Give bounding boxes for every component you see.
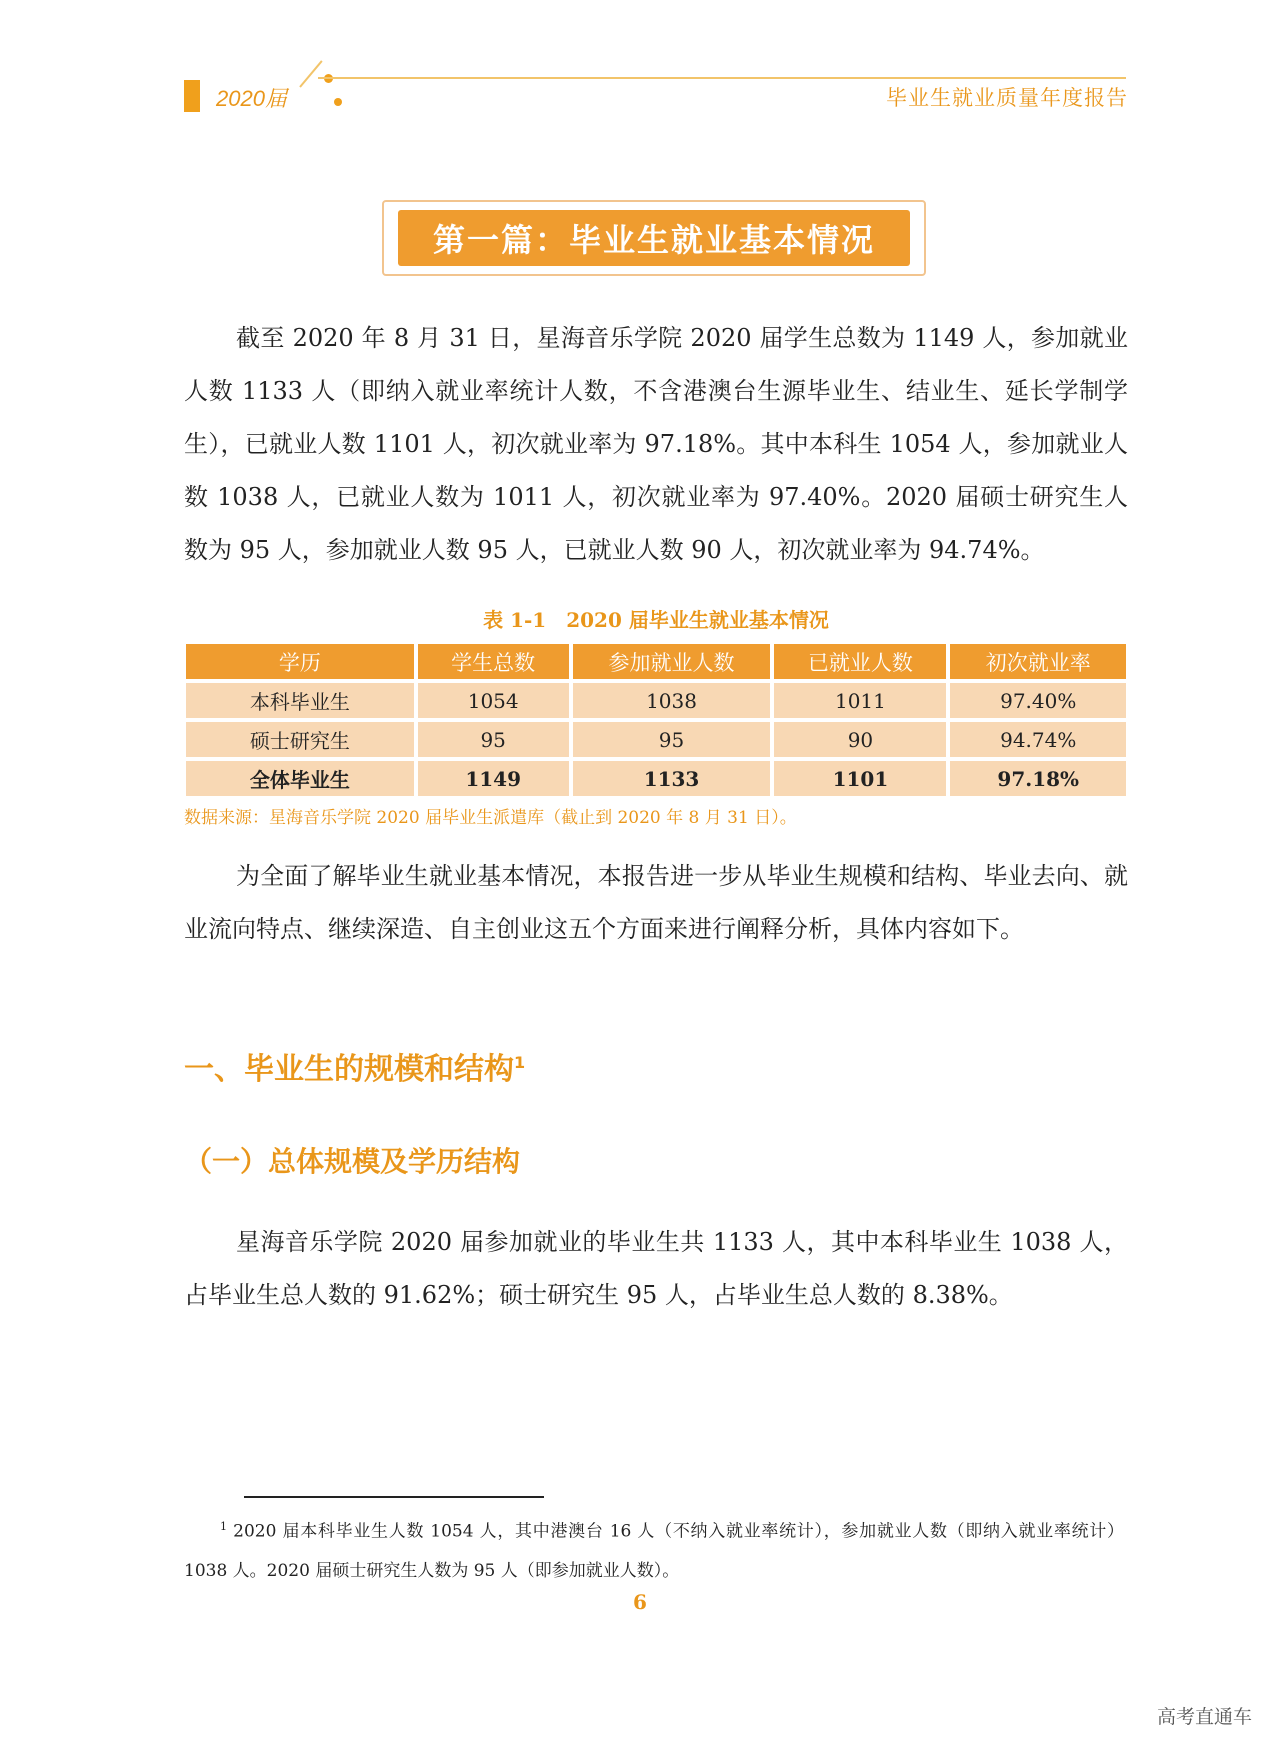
footnote-rule xyxy=(244,1496,544,1498)
footnote-reference: 1 xyxy=(514,1053,526,1072)
table-header-cell: 学生总数 xyxy=(418,644,569,679)
table-cell: 1133 xyxy=(573,761,771,796)
table-cell: 90 xyxy=(774,722,946,757)
section-heading xyxy=(184,1044,525,1088)
table-cell: 97.40% xyxy=(950,683,1126,718)
header-decor-slash xyxy=(299,60,322,87)
header-rule xyxy=(318,77,1126,79)
subsection-heading: （一）总体规模及学历结构 xyxy=(184,1145,521,1178)
table-cell: 1038 xyxy=(573,683,771,718)
table-header-cell: 初次就业率 xyxy=(950,644,1126,679)
table-cell: 94.74% xyxy=(950,722,1126,757)
overview-paragraph: 为全面了解毕业生就业基本情况，本报告进一步从毕业生规模和结构、毕业去向、就业流向特点、继续深造、自主创业这五个方面来进行阐释分析，具体内容如下。 xyxy=(184,862,1128,943)
table-cell: 95 xyxy=(573,722,771,757)
section-heading-text: 一、毕业生的规模和结构 xyxy=(184,1052,514,1087)
table-row xyxy=(186,722,1126,757)
table-source-note: 数据来源：星海音乐学院 2020 届毕业生派遣库（截止到 2020 年 8 月 31 日）。 xyxy=(184,808,797,828)
page-number: 6 xyxy=(633,1590,647,1614)
chapter-banner xyxy=(398,210,910,266)
table-cell: 本科毕业生 xyxy=(186,683,414,718)
header-report-title: 毕业生就业质量年度报告 xyxy=(886,86,1128,110)
header-decor-dot xyxy=(334,98,342,106)
table-cell: 硕士研究生 xyxy=(186,722,414,757)
table-cell: 95 xyxy=(418,722,569,757)
table-total-row xyxy=(186,761,1126,796)
table-cell: 1011 xyxy=(774,683,946,718)
header-year-label: 2020届 xyxy=(216,86,287,111)
footnote-mark: 1 xyxy=(220,1520,227,1533)
footnote-text: 2020 届本科毕业生人数 1054 人，其中港澳台 16 人（不纳入就业率统计），参加就业人数（即纳入就业率统计）1038 人。2020 届硕士研究生人数为 95 人（即参加就业人数）。 xyxy=(184,1521,1125,1581)
table-cell: 1149 xyxy=(418,761,569,796)
table-header-cell: 学历 xyxy=(186,644,414,679)
table-caption: 表 1-1 2020 届毕业生就业基本情况 xyxy=(483,608,829,632)
table-header-row xyxy=(186,644,1126,679)
header-accent-bar xyxy=(184,80,200,112)
table-cell: 1101 xyxy=(774,761,946,796)
table-cell: 全体毕业生 xyxy=(186,761,414,796)
employment-table xyxy=(182,640,1130,800)
watermark: 高考直通车 xyxy=(1156,1706,1252,1728)
intro-paragraph: 截至 2020 年 8 月 31 日，星海音乐学院 2020 届学生总数为 1149 人，参加就业人数 1133 人（即纳入就业率统计人数，不含港澳台生源毕业生、结业生、延长学制学生），已就业人数 1101 人，初次就业率为 97.18%。其中本科生 1054 人，参加就业人数 1038 人，已就业人数为 1011 人，初次就业率为 97.40%。2020 届硕士研究生人数为 95 人，参加就业人数 95 人，已就业人数 90 人，初次就业率为 94.74%。 xyxy=(184,324,1128,564)
table-row xyxy=(186,683,1126,718)
table-cell: 97.18% xyxy=(950,761,1126,796)
table-cell: 1054 xyxy=(418,683,569,718)
table-header-cell: 已就业人数 xyxy=(774,644,946,679)
scale-paragraph: 星海音乐学院 2020 届参加就业的毕业生共 1133 人，其中本科毕业生 1038 人，占毕业生总人数的 91.62%；硕士研究生 95 人，占毕业生总人数的 8.38%。 xyxy=(184,1228,1128,1309)
table-header-cell: 参加就业人数 xyxy=(573,644,771,679)
footnote xyxy=(184,1507,1124,1591)
chapter-title: 第一篇：毕业生就业基本情况 xyxy=(432,221,875,259)
